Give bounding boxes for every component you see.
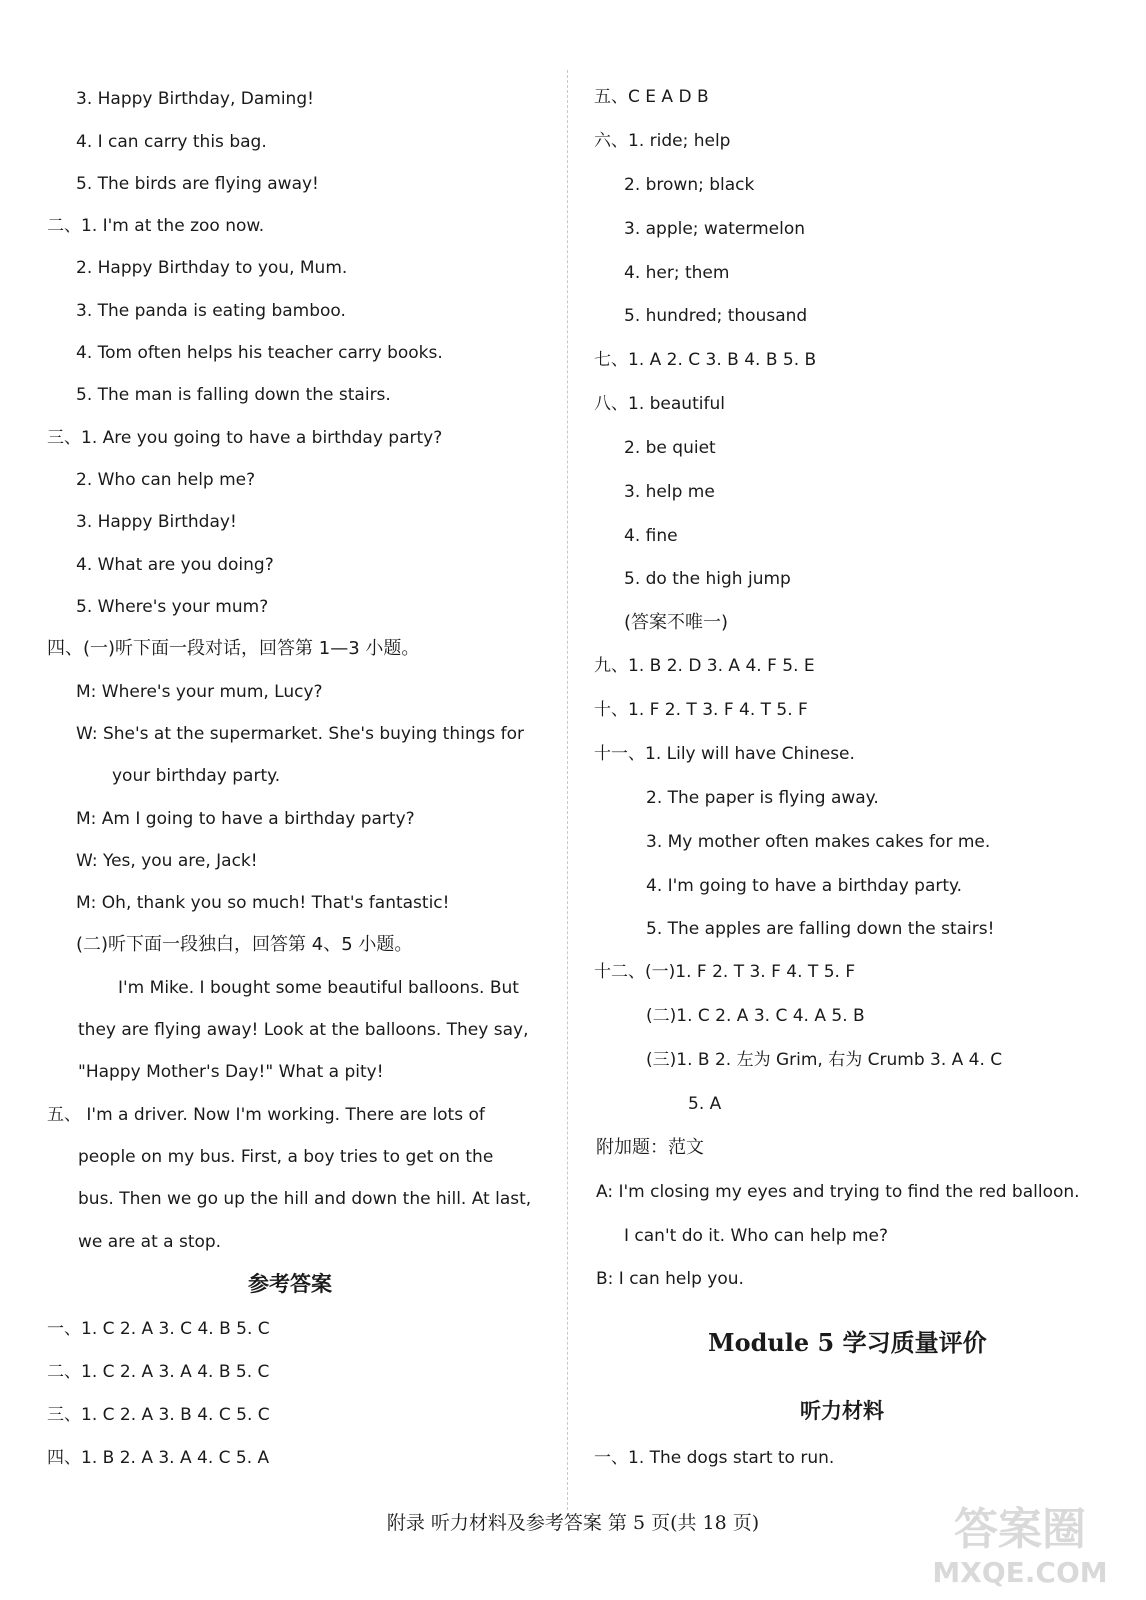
answer-line: 3. help me (624, 482, 715, 502)
line: we are at a stop. (78, 1232, 222, 1252)
answer-line: 5. A (688, 1094, 722, 1114)
answer-line: (三)1. B 2. 左为 Grim, 右为 Crumb 3. A 4. C (646, 1050, 1003, 1070)
answer-line: 十、1. F 2. T 3. F 4. T 5. F (594, 700, 808, 720)
answer-line: 一、1. C 2. A 3. C 4. B 5. C (47, 1319, 270, 1339)
line: people on my bus. First, a boy tries to get on the (78, 1147, 494, 1167)
answer-line: 四、1. B 2. A 3. A 4. C 5. A (47, 1448, 270, 1468)
answer-note: (答案不唯一) (624, 612, 729, 633)
sample-text-line: I can't do it. Who can help me? (624, 1226, 889, 1246)
line: 5. Where's your mum? (76, 597, 269, 617)
line: 3. Happy Birthday, Daming! (76, 89, 314, 109)
answer-line: 九、1. B 2. D 3. A 4. F 5. E (594, 656, 815, 676)
line: your birthday party. (112, 766, 281, 786)
answer-line: 4. I'm going to have a birthday party. (646, 876, 963, 896)
watermark (915, 1505, 1125, 1595)
line: they are flying away! Look at the balloons. They say, (78, 1020, 529, 1040)
answers-heading: 参考答案 (248, 1271, 332, 1296)
sample-text-line: A: I'm closing my eyes and trying to find the red balloon. (596, 1182, 1080, 1202)
line: M: Oh, thank you so much! That's fantastic! (76, 893, 450, 913)
answer-line: 三、1. C 2. A 3. B 4. C 5. C (47, 1405, 270, 1425)
answer-line: 五、C E A D B (594, 87, 709, 107)
extra-question-label: 附加题：范文 (596, 1137, 704, 1158)
line: M: Am I going to have a birthday party? (76, 809, 415, 829)
page-footer: 附录 听力材料及参考答案 第 5 页(共 18 页) (386, 1512, 760, 1534)
line: 一、1. The dogs start to run. (594, 1448, 835, 1468)
line: 二、1. I'm at the zoo now. (47, 216, 265, 236)
line: (二)听下面一段独白，回答第 4、5 小题。 (76, 934, 413, 955)
line: 5. The birds are flying away! (76, 174, 319, 194)
answer-line: 七、1. A 2. C 3. B 4. B 5. B (594, 350, 817, 370)
answer-line: 十二、(一)1. F 2. T 3. F 4. T 5. F (594, 962, 856, 982)
answer-line: 4. her; them (624, 263, 730, 283)
line: W: Yes, you are, Jack! (76, 851, 258, 871)
line: M: Where's your mum, Lucy? (76, 682, 323, 702)
answer-line: 2. brown; black (624, 175, 755, 195)
module-title: Module 5 学习质量评价 (708, 1328, 987, 1357)
line: bus. Then we go up the hill and down the hill. At last, (78, 1189, 532, 1209)
answer-line: 六、1. ride; help (594, 131, 731, 151)
line: 四、(一)听下面一段对话，回答第 1—3 小题。 (47, 638, 420, 659)
watermark-url: MXQE.COM (932, 1556, 1108, 1589)
line: "Happy Mother's Day!" What a pity! (78, 1062, 384, 1082)
line: 五、 I'm a driver. Now I'm working. There are lots of (47, 1105, 485, 1125)
line: W: She's at the supermarket. She's buying things for (76, 724, 525, 744)
line: 3. Happy Birthday! (76, 512, 237, 532)
answer-line: (二)1. C 2. A 3. C 4. A 5. B (646, 1006, 865, 1026)
listening-heading: 听力材料 (800, 1398, 884, 1423)
line: 3. The panda is eating bamboo. (76, 301, 346, 321)
answer-line: 5. The apples are falling down the stairs! (646, 919, 995, 939)
answer-line: 3. apple; watermelon (624, 219, 805, 239)
answer-line: 2. The paper is flying away. (646, 788, 879, 808)
line: 5. The man is falling down the stairs. (76, 385, 391, 405)
answer-line: 4. fine (624, 526, 678, 546)
answer-line: 二、1. C 2. A 3. A 4. B 5. C (47, 1362, 270, 1382)
line: 4. What are you doing? (76, 555, 274, 575)
line: 4. I can carry this bag. (76, 132, 267, 152)
column-divider (567, 70, 568, 1510)
answer-line: 十一、1. Lily will have Chinese. (594, 744, 855, 764)
line: 4. Tom often helps his teacher carry books. (76, 343, 443, 363)
answer-line: 八、1. beautiful (594, 394, 725, 414)
sample-text-line: B: I can help you. (596, 1269, 744, 1289)
answer-line: 5. hundred; thousand (624, 306, 808, 326)
line: 2. Who can help me? (76, 470, 256, 490)
line: I'm Mike. I bought some beautiful balloons. But (118, 978, 519, 998)
line: 三、1. Are you going to have a birthday party? (47, 428, 443, 448)
answer-line: 3. My mother often makes cakes for me. (646, 832, 991, 852)
answer-line: 2. be quiet (624, 438, 716, 458)
line: 2. Happy Birthday to you, Mum. (76, 258, 348, 278)
answer-line: 5. do the high jump (624, 569, 791, 589)
watermark-logo-text: 答案圈 (954, 1504, 1086, 1555)
